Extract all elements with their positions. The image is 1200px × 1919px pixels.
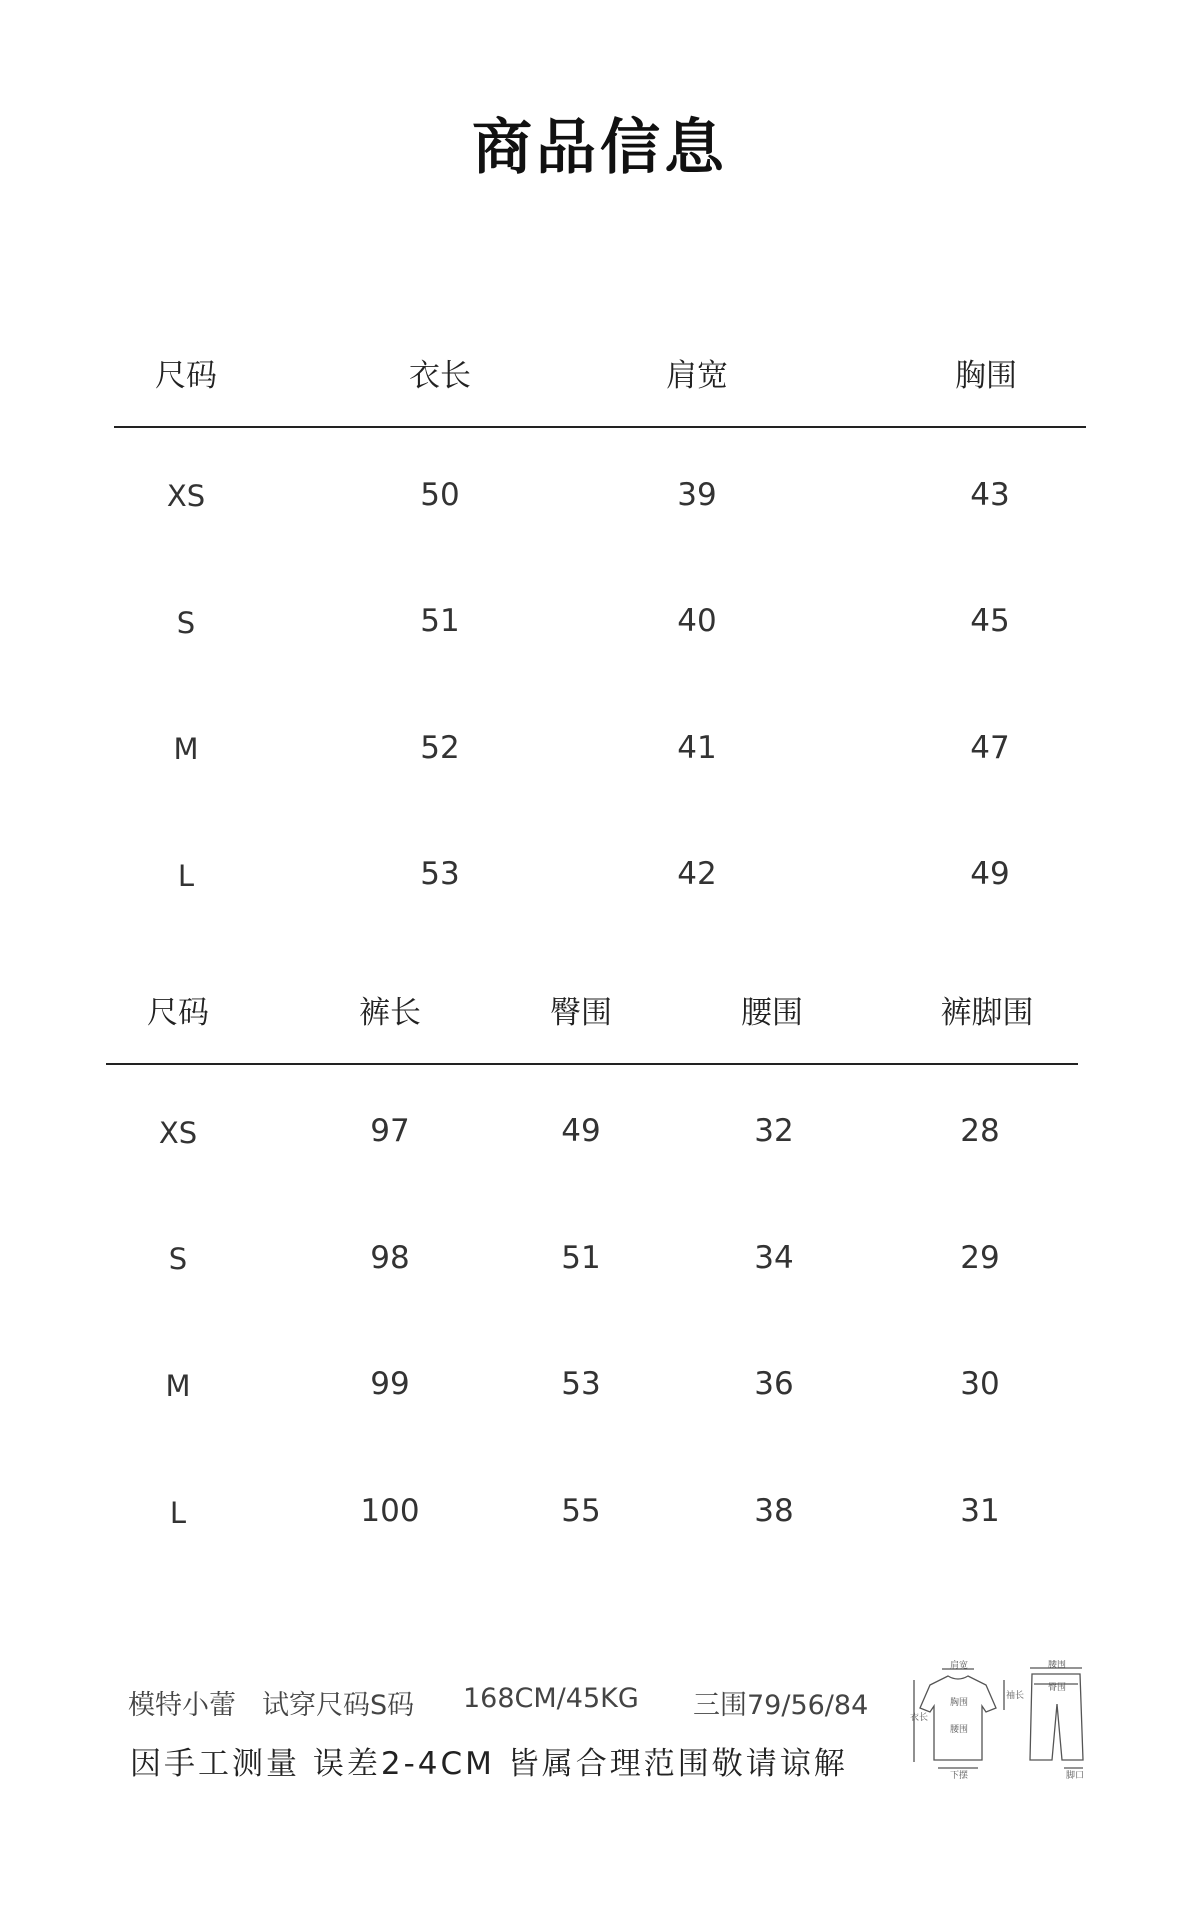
- table-cell: 55: [561, 1493, 601, 1529]
- garment-diagram: [910, 1660, 1100, 1790]
- table-cell: 29: [960, 1240, 1000, 1276]
- table-header: 肩宽: [666, 358, 728, 394]
- diagram-label: 胸围: [950, 1698, 969, 1708]
- table-header: 胸围: [955, 358, 1017, 394]
- table-cell: L: [177, 859, 195, 893]
- table-divider: [114, 426, 1086, 428]
- table-header: 臀围: [550, 995, 612, 1031]
- table-cell: 31: [960, 1493, 1000, 1529]
- table-cell: XS: [166, 479, 206, 513]
- table-header: 衣长: [409, 358, 471, 394]
- table-cell: 97: [370, 1113, 410, 1149]
- table-cell: 47: [970, 730, 1010, 766]
- table-header: 尺码: [147, 995, 209, 1031]
- table-header: 裤脚围: [940, 995, 1034, 1031]
- table-header: 裤长: [359, 995, 421, 1031]
- table-header: 尺码: [155, 358, 217, 394]
- table-cell: 32: [754, 1113, 794, 1149]
- table-cell: 51: [420, 603, 460, 639]
- table-cell: 40: [677, 603, 717, 639]
- table-cell: M: [165, 1369, 191, 1403]
- table-cell: 100: [360, 1493, 420, 1529]
- table-cell: 50: [420, 477, 460, 513]
- page-title: 商品信息: [472, 113, 728, 183]
- table-cell: 98: [370, 1240, 410, 1276]
- table-cell: 53: [420, 856, 460, 892]
- table-cell: 52: [420, 730, 460, 766]
- table-cell: 53: [561, 1366, 601, 1402]
- model-height-weight: 168CM/45KG: [463, 1683, 639, 1714]
- diagram-label: 腰围: [950, 1725, 969, 1735]
- table-cell: XS: [158, 1116, 198, 1150]
- table-cell: 30: [960, 1366, 1000, 1402]
- table-cell: 43: [970, 477, 1010, 513]
- table-cell: 49: [561, 1113, 601, 1149]
- table-cell: 49: [970, 856, 1010, 892]
- model-name: 模特小蕾: [128, 1690, 236, 1721]
- diagram-label: 肩宽: [950, 1661, 969, 1671]
- table-cell: M: [173, 732, 199, 766]
- table-cell: 36: [754, 1366, 794, 1402]
- table-cell: 34: [754, 1240, 794, 1276]
- diagram-label: 脚口: [1066, 1771, 1085, 1781]
- diagram-label: 腰围: [1048, 1660, 1067, 1670]
- diagram-label: 衣长: [910, 1713, 929, 1723]
- table-cell: 38: [754, 1493, 794, 1529]
- table-cell: 51: [561, 1240, 601, 1276]
- table-cell: 45: [970, 603, 1010, 639]
- table-cell: 41: [677, 730, 717, 766]
- model-measurements: 三围79/56/84: [693, 1690, 869, 1721]
- table-divider: [106, 1063, 1078, 1065]
- table-cell: 39: [677, 477, 717, 513]
- table-cell: 42: [677, 856, 717, 892]
- trial-size: 试穿尺码S码: [262, 1690, 415, 1721]
- table-header: 腰围: [741, 995, 803, 1031]
- table-cell: 28: [960, 1113, 1000, 1149]
- measurement-note: 因手工测量 误差2-4CM 皆属合理范围敬请谅解: [130, 1746, 848, 1782]
- table-cell: L: [169, 1496, 187, 1530]
- shirt-outline-icon: [920, 1676, 996, 1760]
- diagram-label: 下摆: [950, 1771, 969, 1781]
- table-cell: S: [176, 606, 196, 640]
- table-cell: 99: [370, 1366, 410, 1402]
- diagram-label: 袖长: [1006, 1691, 1025, 1701]
- table-cell: S: [168, 1242, 188, 1276]
- diagram-label: 臀围: [1048, 1683, 1067, 1693]
